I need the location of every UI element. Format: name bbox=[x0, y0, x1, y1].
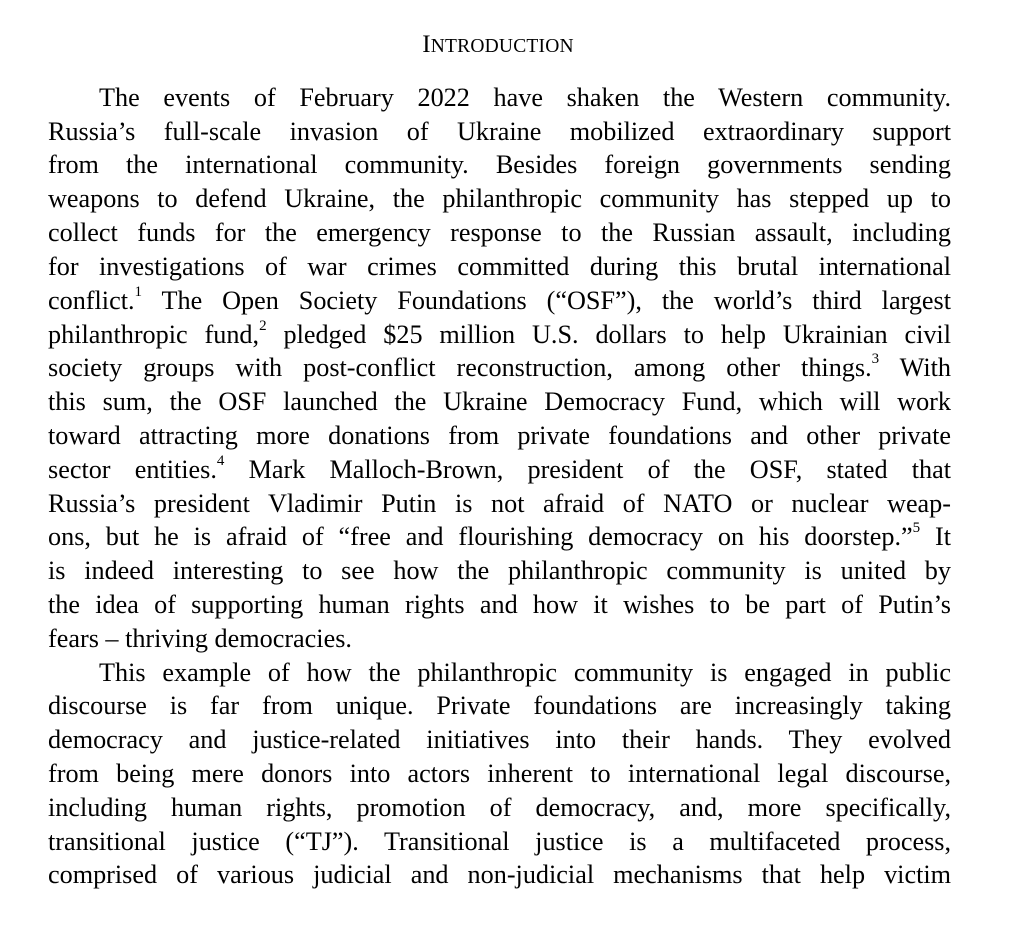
heading-initial: I bbox=[422, 31, 431, 58]
paragraph-line: Russia’s full-scale invasion of Ukraine mobilized extraordinary support bbox=[48, 117, 951, 146]
paragraph-line: transitional justice (“TJ”). Transitional justice is a multifaceted process, bbox=[48, 827, 951, 856]
paragraph-line: weapons to defend Ukraine, the philanthropic community has stepped up to bbox=[48, 184, 951, 213]
paragraph-line: conflict.$^1$ The Open Society Foundations (“OSF”), the world’s third largest bbox=[48, 284, 951, 315]
paragraph-line: collect funds for the emergency response to the Russian assault, including bbox=[48, 218, 951, 247]
footnote-marker: 5 bbox=[912, 520, 921, 537]
paragraph-line: The events of February 2022 have shaken the Western community. bbox=[99, 83, 951, 112]
paragraph-line: from the international community. Besides foreign governments sending bbox=[48, 150, 951, 179]
paragraph-line: This example of how the philanthropic community is engaged in public bbox=[99, 658, 951, 687]
paragraph-line: comprised of various judicial and non-judicial mechanisms that help victim bbox=[48, 860, 951, 889]
paragraph-line: democracy and justice-related initiatives into their hands. They evolved bbox=[48, 725, 951, 754]
paragraph-line: the idea of supporting human rights and how it wishes to be part of Putin’s bbox=[48, 590, 951, 619]
paragraph-line: fears – thriving democracies. bbox=[48, 624, 352, 653]
section-heading bbox=[0, 28, 996, 64]
footnote-marker: 3 bbox=[871, 351, 880, 368]
paragraph-line: ons, but he is afraid of “free and flourishing democracy on his doorstep.”$^5$ It bbox=[48, 520, 952, 551]
paragraph-line: is indeed interesting to see how the philanthropic community is united by bbox=[48, 556, 951, 585]
paragraph-line: from being mere donors into actors inherent to international legal discourse, bbox=[48, 759, 951, 788]
footnote-marker: 1 bbox=[134, 284, 143, 301]
paragraph-line: for investigations of war crimes committed during this brutal international bbox=[48, 252, 951, 281]
footnote-marker: 4 bbox=[216, 453, 225, 470]
paragraph-line: discourse is far from unique. Private foundations are increasingly taking bbox=[48, 691, 951, 720]
footnote-marker: 2 bbox=[259, 318, 267, 335]
paragraph-line: toward attracting more donations from private foundations and other private bbox=[48, 421, 951, 450]
paragraph-line: Russia’s president Vladimir Putin is not afraid of NATO or nuclear weap- bbox=[48, 489, 951, 518]
paragraph-line: this sum, the OSF launched the Ukraine Democracy Fund, which will work bbox=[48, 387, 951, 416]
paragraph-line: including human rights, promotion of democracy, and, more specifically, bbox=[48, 793, 951, 822]
paragraph-line: philanthropic fund,$^2$ pledged $25 million U.S. dollars to help Ukrainian civil bbox=[48, 318, 951, 349]
heading-small-caps: NTRODUCTION bbox=[430, 36, 574, 57]
paragraph-line: society groups with post-conflict reconstruction, among other things.$^3$ With bbox=[48, 351, 951, 382]
paragraph-line: sector entities.$^4$ Mark Malloch-Brown, president of the OSF, stated that bbox=[48, 453, 951, 484]
